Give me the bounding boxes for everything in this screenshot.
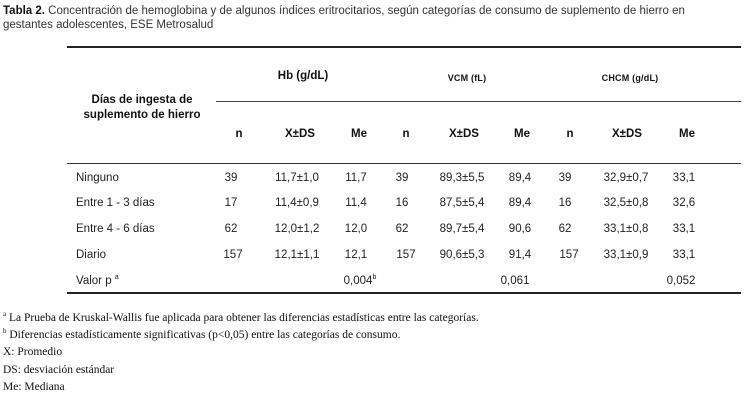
footnote-a: $^a$ La Prueba de Kruskal-Wallis fue aplicada para obtener las diferencias estadísticas entre las categorías.	[3, 310, 479, 324]
caption-text-line1: Concentración de hemoglobina y de algunos índices eritrocitarios, según categorías de consumo de suplemento de hierro en	[48, 5, 685, 17]
table-header-bottom-rule	[67, 163, 741, 164]
row-label-ninguno: Ninguno	[76, 172, 119, 184]
cell: 89,4	[508, 197, 532, 209]
row-header-line1: Días de ingesta de	[91, 94, 193, 106]
row-header-line2: suplemento de hierro	[83, 109, 201, 121]
cell: 33,1	[672, 249, 696, 261]
cell: 157	[396, 249, 416, 261]
subheader-vcm-mean: X±DS	[449, 128, 479, 140]
cell: 16	[558, 197, 572, 209]
subheader-vcm-me: Me	[514, 128, 530, 140]
subheader-hb-mean: X±DS	[285, 128, 315, 140]
pvalue-vcm: 0,061	[500, 275, 530, 287]
table-top-rule	[67, 46, 741, 48]
subheader-hb-n: n	[235, 128, 243, 140]
cell: 32,9±0,7	[603, 172, 649, 184]
cell: 87,5±5,4	[439, 197, 485, 209]
cell: 11,7±1,0	[275, 172, 319, 184]
cell: 89,3±5,5	[439, 172, 485, 184]
cell: 12,1±1,1	[274, 249, 320, 261]
table-caption	[3, 4, 743, 32]
row-label-entre-4-6: Entre 4 - 6 días	[76, 223, 155, 235]
cell: 17	[224, 197, 238, 209]
group-header-hb: Hb (g/dL)	[277, 70, 329, 82]
cell: 32,6	[672, 197, 696, 209]
cell: 62	[224, 223, 238, 235]
cell: 33,1±0,8	[603, 223, 649, 235]
table-footnotes	[3, 310, 479, 396]
group-header-chcm: CHCM (g/dL)	[601, 73, 659, 83]
pvalue-hb: 0,004$^b$	[343, 274, 377, 287]
abbrev-ds: DS: desviación estándar	[3, 363, 115, 376]
abbrev-x: X: Promedio	[3, 346, 63, 359]
cell: 11,7	[345, 172, 367, 184]
cell: 157	[223, 249, 243, 261]
table-subheader-rule	[216, 101, 741, 102]
cell: 32,5±0,8	[603, 197, 649, 209]
subheader-chcm-n: n	[566, 128, 574, 140]
pvalue-chcm: 0,052	[666, 275, 696, 287]
subheader-vcm-n: n	[402, 128, 410, 140]
group-header-vcm: VCM (fL)	[447, 73, 487, 83]
cell: 39	[558, 172, 572, 184]
pvalue-label: Valor p $^a$	[76, 274, 119, 287]
table-bottom-rule	[67, 292, 741, 294]
cell: 91,4	[508, 249, 532, 261]
row-label-entre-1-3: Entre 1 - 3 días	[76, 197, 155, 209]
cell: 62	[395, 223, 409, 235]
cell: 89,7±5,4	[439, 223, 485, 235]
caption-text-line2: gestantes adolescentes, ESE Metrosalud	[3, 19, 214, 31]
cell: 90,6±5,3	[439, 249, 485, 261]
subheader-chcm-mean: X±DS	[612, 128, 642, 140]
abbrev-me: Me: Mediana	[3, 380, 65, 393]
cell: 33,1	[672, 223, 696, 235]
caption-label: Tabla 2.	[3, 5, 45, 17]
cell: 33,1±0,9	[603, 249, 649, 261]
subheader-chcm-me: Me	[679, 128, 695, 140]
cell: 157	[559, 249, 579, 261]
cell: 12,1	[344, 249, 368, 261]
cell: 33,1	[672, 172, 696, 184]
cell: 11,4±0,9	[275, 197, 319, 209]
cell: 39	[224, 172, 238, 184]
footnote-b: $^b$ Diferencias estadísticamente significativas (p<0,05) entre las categorías de consumo.	[3, 327, 401, 342]
cell: 89,4	[508, 172, 532, 184]
cell: 12,0	[344, 223, 368, 235]
cell: 62	[558, 223, 572, 235]
cell: 90,6	[508, 223, 532, 235]
cell: 39	[395, 172, 409, 184]
row-label-diario: Diario	[76, 249, 107, 261]
cell: 12,0±1,2	[274, 223, 320, 235]
cell: 16	[395, 197, 409, 209]
cell: 11,4	[345, 197, 367, 209]
subheader-hb-me: Me	[351, 128, 367, 140]
